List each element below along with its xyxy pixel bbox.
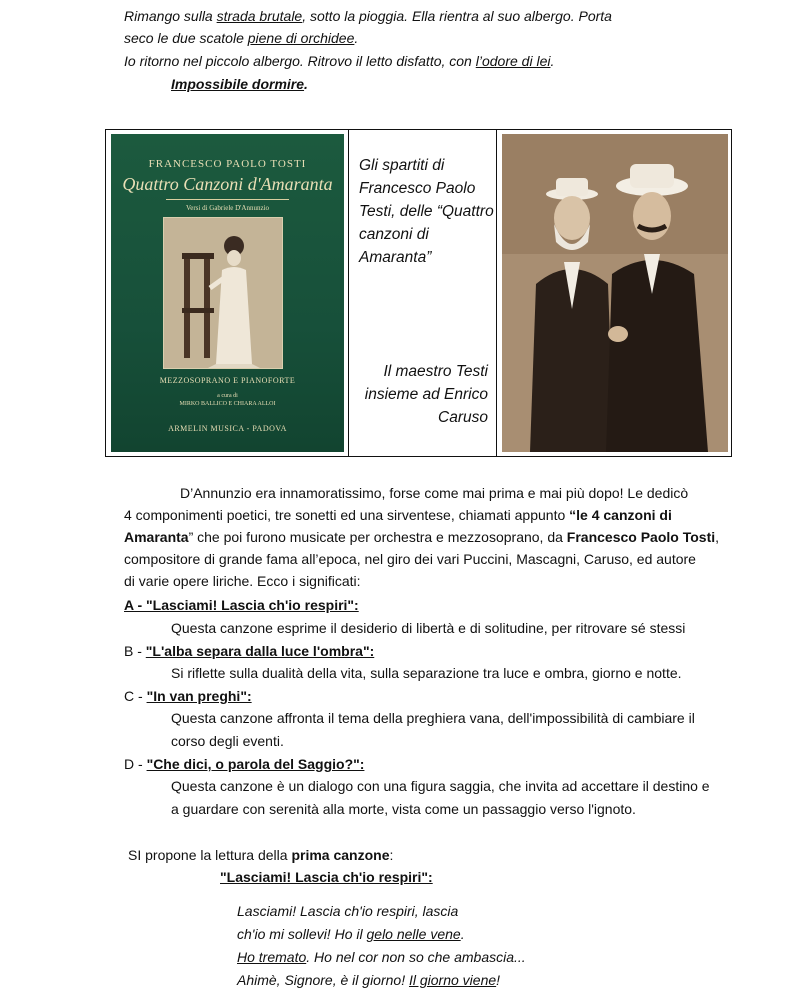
song-d-desc-1: Questa canzone è un dialogo con una figura saggia, che invita ad accettare il destino e: [171, 778, 710, 794]
bold-text: Amaranta: [124, 529, 189, 545]
underlined-text: Ho tremato: [237, 949, 307, 965]
text: .: [460, 926, 465, 942]
text: .: [550, 53, 555, 69]
song-d-title: "Che dici, o parola del Saggio?":: [146, 756, 365, 772]
score-cover-image: [111, 134, 344, 452]
cover-publisher: ARMELIN MUSICA - PADOVA: [168, 424, 287, 433]
portrait-drawing: [164, 218, 282, 368]
song-d-title-line: [124, 753, 364, 775]
bold-text: “le 4 canzoni di: [569, 507, 672, 523]
cover-editors: [111, 392, 344, 408]
text: Ahimè, Signore, è il giorno!: [237, 972, 409, 988]
text: B -: [124, 643, 146, 659]
poem-verse-4: [237, 969, 500, 991]
song-c-title-line: [124, 685, 252, 707]
underlined-text: Impossibile dormire: [171, 76, 305, 92]
intro-line-3: [124, 50, 554, 72]
bold-text: Francesco Paolo Tosti: [566, 529, 716, 545]
para-line-1: [180, 482, 688, 504]
text: ” che poi furono musicate per orchestra e mezzosoprano, da: [188, 529, 567, 545]
intro-line-2: [124, 27, 358, 49]
text: D -: [124, 756, 147, 772]
text: !: [496, 972, 501, 988]
photo-drawing: [502, 134, 728, 452]
song-b-desc: Si riflette sulla dualità della vita, sulla separazione tra luce e ombra, giorno e notte.: [171, 665, 682, 681]
text: seco le due scatole: [124, 30, 248, 46]
intro-line-1: [124, 5, 612, 27]
para-line-4: [124, 548, 696, 570]
caption-photo: Il maestro Testi insieme ad Enrico Caruso: [364, 363, 488, 426]
song-c-desc-1: Questa canzone affronta il tema della preghiera vana, dell'impossibilità di cambiare il: [171, 710, 695, 726]
text: ch'io mi sollevi! Ho il: [237, 926, 367, 942]
song-c-desc-2: corso degli eventi.: [171, 733, 284, 749]
cover-editors-label: a cura di: [217, 393, 238, 399]
text: . Ho nel cor non so che ambascia...: [306, 949, 526, 965]
para-line-5: [124, 570, 361, 592]
underlined-text: l’odore di lei: [475, 53, 551, 69]
text: compositore di grande fama all’epoca, nel giro dei vari Puccini, Mascagni, Caruso, ed autore: [124, 551, 696, 567]
text: .: [304, 76, 308, 92]
text: , sotto la pioggia. Ella rientra al suo albergo. Porta: [302, 8, 612, 24]
figure-cell-captions: [349, 130, 497, 456]
poem-verse-1: [237, 900, 458, 922]
underlined-text: piene di orchidee: [247, 30, 355, 46]
tosti-caruso-photo: [502, 134, 728, 452]
cover-voice: MEZZOSOPRANO E PIANOFORTE: [159, 376, 296, 385]
intro-line-4: [171, 73, 308, 95]
cover-portrait-image: [163, 217, 283, 369]
text: ,: [715, 529, 720, 545]
text: :: [389, 847, 394, 863]
figure-cell-cover: [106, 130, 349, 456]
para-line-2: [124, 504, 672, 526]
song-a-title: A - "Lasciami! Lascia ch'io respiri":: [124, 597, 359, 613]
caption-scores: Gli spartiti di Francesco Paolo Testi, delle “Quattro canzoni di Amaranta”: [359, 157, 494, 266]
figure-table: [105, 129, 732, 457]
bold-text: prima canzone: [291, 847, 390, 863]
song-a-desc: Questa canzone esprime il desiderio di libertà e di solitudine, per ritrovare sé stessi: [171, 620, 686, 636]
song-b-title-line: [124, 640, 374, 662]
text: Rimango sulla: [124, 8, 217, 24]
text: di varie opere liriche. Ecco i significati:: [124, 573, 361, 589]
underlined-text: gelo nelle vene: [366, 926, 461, 942]
cover-title: Quattro Canzoni d'Amaranta: [122, 174, 333, 194]
song-d-desc-2: a guardare con serenità alla morte, vista come un passaggio verso l'ignoto.: [171, 801, 636, 817]
song-b-title: "L'alba separa dalla luce l'ombra":: [145, 643, 375, 659]
para-line-3: [124, 526, 719, 548]
figure-cell-photo: [497, 130, 733, 456]
text: 4 componimenti poetici, tre sonetti ed una sirventese, chiamati appunto: [124, 507, 570, 523]
underlined-text: strada brutale: [216, 8, 303, 24]
reading-intro: [128, 844, 393, 866]
text: SI propone la lettura della: [128, 847, 292, 863]
text: D’Annunzio era innamoratissimo, forse come mai prima e mai più dopo! Le dedicò: [180, 485, 689, 501]
cover-rule: [166, 199, 289, 200]
text: .: [354, 30, 359, 46]
poem-verse-3: [237, 946, 526, 968]
text: Lasciami! Lascia ch'io respiri, lascia: [237, 903, 459, 919]
cover-verses: Versi di Gabriele D'Annunzio: [185, 204, 270, 212]
song-c-title: "In van preghi":: [146, 688, 252, 704]
cover-editors-names: MIRKO BALLICO E CHIARA ALLOI: [179, 401, 276, 407]
poem-verse-2: [237, 923, 465, 945]
text: C -: [124, 688, 147, 704]
cover-author: FRANCESCO PAOLO TOSTI: [148, 158, 307, 170]
underlined-text: Il giorno viene: [408, 972, 497, 988]
reading-title: "Lasciami! Lascia ch'io respiri":: [220, 869, 433, 885]
text: Io ritorno nel piccolo albergo. Ritrovo il letto disfatto, con: [124, 53, 476, 69]
